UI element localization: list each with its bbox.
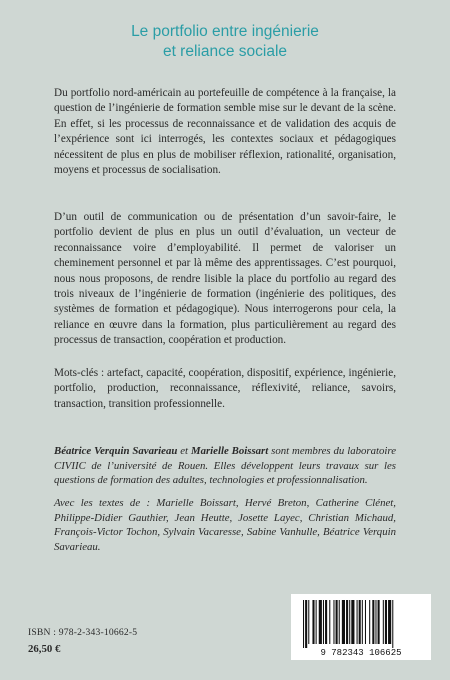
barcode-bar [316, 600, 317, 644]
barcode-bar [378, 600, 380, 644]
author-name-2: Marielle Boissart [190, 445, 269, 457]
barcode-bar [372, 600, 374, 644]
barcode-bar [319, 600, 322, 644]
barcode-bar [362, 600, 363, 644]
barcode-digits: 9 782343 106625 [320, 648, 402, 658]
isbn: ISBN : 978-2-343-10662-5 [28, 627, 138, 638]
barcode-bar [323, 600, 324, 644]
barcode-bar [351, 600, 354, 644]
barcode-bar [375, 600, 376, 644]
keywords-paragraph: Mots-clés : artefact, capacité, coopération, dispositif, expérience, ingénierie, portfolio, production, reconnaissance, réflexivité, reliance, savoirs, transaction, transition professionnelle. [54, 367, 396, 410]
barcode-bar [336, 600, 338, 644]
barcode-bar [325, 600, 327, 644]
barcode-bars [291, 594, 431, 660]
barcode-bar [349, 600, 350, 644]
title-line-1: Le portfolio entre ingénierie [131, 23, 319, 40]
barcode-bar [357, 600, 358, 644]
authors-bio [54, 444, 396, 488]
barcode-bar [385, 600, 387, 644]
authors-and: et [177, 445, 191, 457]
barcode-bar [392, 600, 393, 648]
authors-bio-text: sont membres du laboratoire CIVIIC de l’université de Rouen. Elles développent leurs travaux sur les questions de formation des adultes, technologies et professionnalisation. [54, 445, 396, 487]
barcode-bar [359, 600, 361, 644]
book-title [0, 22, 450, 62]
barcode-bar [383, 600, 384, 644]
barcode-bar [365, 600, 366, 644]
author-name-1: Béatrice Verquin Savarieau [54, 445, 178, 457]
summary-paragraph-2: D’un outil de communication ou de présentation d’un savoir-faire, le portfolio devient de plus en plus un outil d’évaluation, un vecteur de reconnaissance voire d’employabilité. Il permet de valoriser un cheminement personnel et par là même des apprentissages. C’est pourquoi, nous nous proposons, de rendre lisible la place du portfolio au regard des trois niveaux de l’ingénierie de formation (ingénierie des politiques, des systèmes de formation et pédagogique). Nous interrogerons pour cela, la reliance en œuvre dans la formation, plus particulièrement au regard des processus de transaction, coopération et production. [54, 211, 396, 347]
barcode-bar [329, 600, 330, 644]
barcode-bar [312, 600, 314, 644]
price: 26,50 € [28, 643, 61, 655]
barcode-bar [303, 600, 304, 648]
title-line-2: et reliance sociale [162, 43, 288, 60]
barcode-bar [333, 600, 334, 644]
barcode-bar [369, 600, 370, 644]
barcode-bar [305, 600, 307, 648]
barcode-bar [346, 600, 348, 644]
summary-paragraph-1: Du portfolio nord-américain au portefeuille de compétence à la française, la question de l’ingénierie de formation semble mise sur le devant de la scène. En effet, si les processus de reconnaissance et de validation des acquis de l’expérience sont ici interrogés, les contextes sociaux et pédagogiques nécessitent de plus en plus de mobiliser réflexion, rationalité, organisation, moyens et processus de socialisation. [54, 87, 396, 177]
barcode-bar [388, 600, 391, 644]
barcode-bar [308, 600, 309, 644]
contributors-list: Avec les textes de : Marielle Boissart, Hervé Breton, Catherine Clénet, Philippe-Didier Gauthier, Jean Heutte, Josette Layec, Christian Michaud, François-Victor Tochon, Sylvain Vacaresse, Sabine Vanhulle, Béatrice Verquin Savarieau. [54, 497, 396, 553]
barcode [291, 594, 431, 660]
barcode-bar [342, 600, 345, 644]
barcode-bar [339, 600, 340, 644]
